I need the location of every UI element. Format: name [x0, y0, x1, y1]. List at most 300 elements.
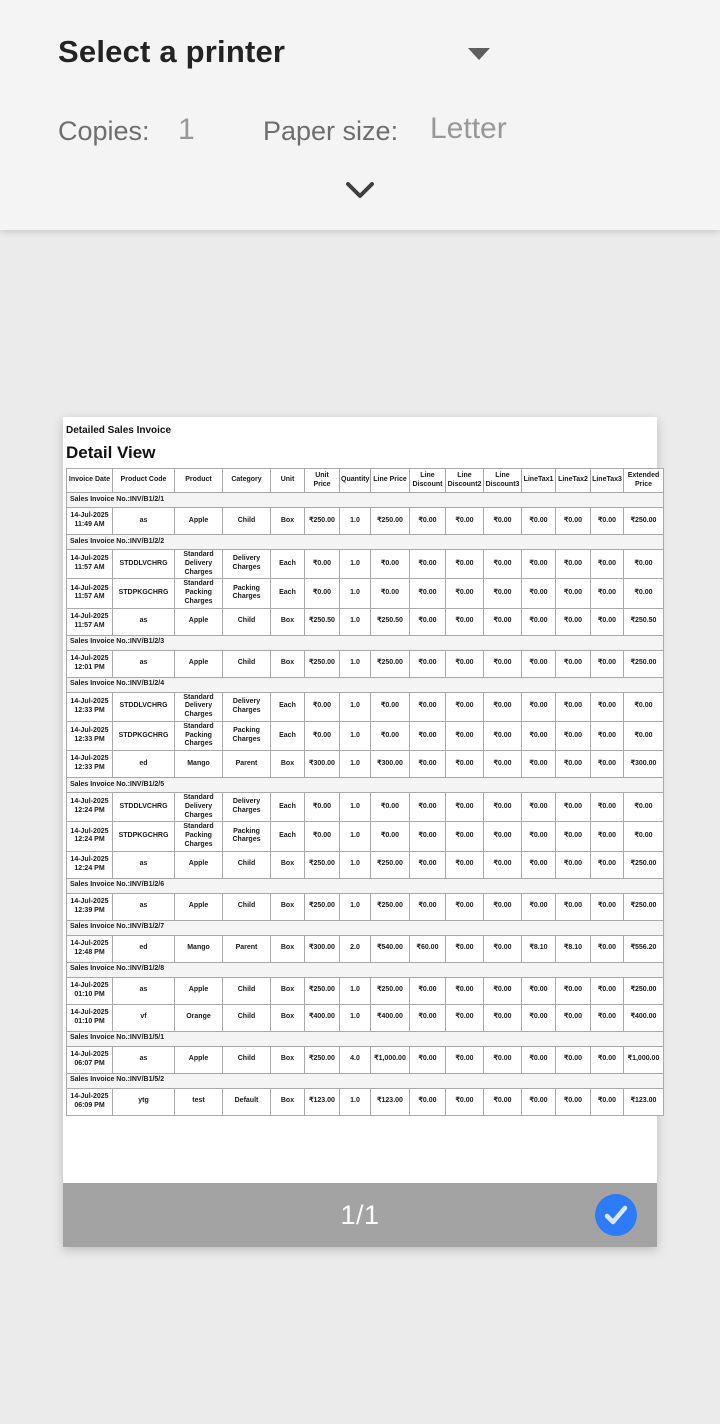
table-cell: ₹400.00 [624, 1004, 664, 1031]
column-header: LineTax2 [556, 469, 591, 493]
table-cell: STDDLVCHRG [113, 550, 175, 579]
table-cell: ₹0.00 [484, 1046, 522, 1073]
table-cell: Each [271, 550, 305, 579]
table-cell: ₹0.00 [484, 793, 522, 822]
invoice-section-row [67, 778, 664, 793]
invoice-section-row [67, 635, 664, 650]
table-cell: 14-Jul-2025 12:39 PM [67, 893, 113, 920]
confirm-print-button[interactable] [595, 1194, 637, 1236]
table-cell: ₹0.00 [484, 692, 522, 721]
table-cell: 1.0 [340, 822, 371, 851]
table-cell: ₹0.00 [624, 793, 664, 822]
table-row [67, 508, 664, 535]
table-cell: STDPKGCHRG [113, 579, 175, 608]
table-cell: STDDLVCHRG [113, 793, 175, 822]
table-cell: ₹250.00 [305, 508, 340, 535]
table-cell: ₹400.00 [305, 1004, 340, 1031]
table-cell: Apple [175, 977, 223, 1004]
paper-size-value[interactable]: Letter [430, 112, 507, 145]
table-cell: 14-Jul-2025 11:57 AM [67, 550, 113, 579]
table-cell: Box [271, 508, 305, 535]
invoice-section-label: Sales Invoice No.:INV/B1/2/6 [67, 878, 664, 893]
table-row [67, 1088, 664, 1115]
table-cell: ₹0.00 [410, 508, 446, 535]
table-cell: Apple [175, 893, 223, 920]
table-row [67, 893, 664, 920]
column-header: Product [175, 469, 223, 493]
table-cell: ₹250.00 [305, 977, 340, 1004]
table-cell: ₹0.00 [591, 721, 624, 750]
table-cell: Parent [223, 935, 271, 962]
table-cell: ₹250.50 [305, 608, 340, 635]
table-cell: 1.0 [340, 751, 371, 778]
table-cell: ₹0.00 [522, 822, 556, 851]
table-cell: ₹0.00 [305, 793, 340, 822]
invoice-section-label: Sales Invoice No.:INV/B1/5/1 [67, 1031, 664, 1046]
table-cell: ₹8.10 [556, 935, 591, 962]
table-cell: ₹0.00 [591, 692, 624, 721]
table-cell: ₹0.00 [591, 579, 624, 608]
table-cell: ₹0.00 [556, 1046, 591, 1073]
table-cell: ₹0.00 [446, 508, 484, 535]
table-cell: Child [223, 977, 271, 1004]
table-cell: vf [113, 1004, 175, 1031]
table-row [67, 851, 664, 878]
table-cell: ₹250.00 [371, 650, 410, 677]
invoice-section-row [67, 920, 664, 935]
table-cell: 1.0 [340, 508, 371, 535]
table-cell: Orange [175, 1004, 223, 1031]
table-cell: ₹0.00 [446, 935, 484, 962]
table-cell: Apple [175, 650, 223, 677]
table-cell: Box [271, 977, 305, 1004]
table-row [67, 608, 664, 635]
invoice-section-row [67, 1073, 664, 1088]
table-cell: Standard Packing Charges [175, 579, 223, 608]
table-cell: Standard Packing Charges [175, 822, 223, 851]
table-cell: Apple [175, 1046, 223, 1073]
table-cell: 14-Jul-2025 12:24 PM [67, 793, 113, 822]
table-cell: as [113, 508, 175, 535]
table-cell: ₹0.00 [410, 650, 446, 677]
table-cell: ₹0.00 [591, 508, 624, 535]
table-cell: ₹0.00 [371, 793, 410, 822]
table-cell: ₹0.00 [446, 650, 484, 677]
table-cell: ₹0.00 [556, 851, 591, 878]
table-cell: ₹0.00 [522, 1046, 556, 1073]
table-cell: ₹60.00 [410, 935, 446, 962]
table-cell: ₹0.00 [371, 721, 410, 750]
invoice-section-row [67, 878, 664, 893]
detail-view-heading: Detail View [66, 443, 156, 462]
table-cell: test [175, 1088, 223, 1115]
table-cell: ₹0.00 [446, 1088, 484, 1115]
table-cell: ₹0.00 [591, 1004, 624, 1031]
table-cell: ₹0.00 [446, 1004, 484, 1031]
table-cell: ₹0.00 [371, 822, 410, 851]
column-header: Line Discount3 [484, 469, 522, 493]
report-title: Detailed Sales Invoice [66, 425, 172, 436]
paper-size-label: Paper size: [263, 116, 399, 146]
table-cell: ₹0.00 [556, 721, 591, 750]
table-cell: ₹0.00 [484, 822, 522, 851]
table-cell: 14-Jul-2025 12:24 PM [67, 851, 113, 878]
table-cell: ₹250.00 [305, 893, 340, 920]
table-row [67, 550, 664, 579]
table-cell: 1.0 [340, 1088, 371, 1115]
column-header: Line Discount [410, 469, 446, 493]
column-header: Line Discount2 [446, 469, 484, 493]
table-cell: Child [223, 608, 271, 635]
table-cell: ₹0.00 [522, 650, 556, 677]
table-cell: ₹0.00 [624, 822, 664, 851]
table-cell: ₹0.00 [410, 692, 446, 721]
table-cell: Delivery Charges [223, 550, 271, 579]
printer-dropdown-arrow-icon[interactable] [468, 48, 490, 60]
invoice-table [66, 468, 664, 1116]
table-cell: ₹300.00 [624, 751, 664, 778]
table-cell: ₹0.00 [556, 1088, 591, 1115]
table-cell: Each [271, 579, 305, 608]
table-row [67, 822, 664, 851]
table-cell: Each [271, 822, 305, 851]
table-cell: ₹0.00 [624, 579, 664, 608]
table-cell: ₹0.00 [522, 893, 556, 920]
table-cell: ₹0.00 [446, 851, 484, 878]
table-cell: 14-Jul-2025 12:48 PM [67, 935, 113, 962]
table-cell: ₹0.00 [591, 1088, 624, 1115]
table-cell: ₹0.00 [522, 751, 556, 778]
invoice-section-label: Sales Invoice No.:INV/B1/2/3 [67, 635, 664, 650]
table-cell: 14-Jul-2025 11:57 AM [67, 579, 113, 608]
table-cell: 14-Jul-2025 12:33 PM [67, 751, 113, 778]
table-cell: ₹0.00 [591, 851, 624, 878]
table-cell: ₹250.00 [624, 650, 664, 677]
table-cell: ₹300.00 [371, 751, 410, 778]
table-cell: ₹0.00 [522, 793, 556, 822]
table-cell: ₹0.00 [410, 1046, 446, 1073]
table-cell: ₹0.00 [484, 1004, 522, 1031]
check-icon [596, 1195, 636, 1235]
table-cell: 14-Jul-2025 01:10 PM [67, 1004, 113, 1031]
table-cell: ytg [113, 1088, 175, 1115]
invoice-section-row [67, 962, 664, 977]
table-cell: ₹0.00 [591, 793, 624, 822]
table-cell: Box [271, 650, 305, 677]
table-cell: ₹1,000.00 [371, 1046, 410, 1073]
table-cell: ₹0.00 [484, 893, 522, 920]
table-cell: ₹123.00 [624, 1088, 664, 1115]
table-cell: ₹0.00 [522, 579, 556, 608]
table-cell: ₹0.00 [410, 977, 446, 1004]
table-cell: 2.0 [340, 935, 371, 962]
table-cell: ₹250.00 [305, 650, 340, 677]
table-cell: 1.0 [340, 650, 371, 677]
column-header: Product Code [113, 469, 175, 493]
table-cell: as [113, 608, 175, 635]
table-cell: Packing Charges [223, 579, 271, 608]
table-cell: Packing Charges [223, 822, 271, 851]
table-cell: ₹0.00 [446, 893, 484, 920]
table-cell: ₹0.00 [446, 692, 484, 721]
table-row [67, 977, 664, 1004]
table-cell: ₹0.00 [522, 1088, 556, 1115]
table-cell: ed [113, 935, 175, 962]
table-cell: ₹250.00 [305, 851, 340, 878]
invoice-section-label: Sales Invoice No.:INV/B1/2/8 [67, 962, 664, 977]
invoice-section-row [67, 1031, 664, 1046]
table-cell: ₹0.00 [484, 751, 522, 778]
printer-select-dropdown[interactable]: Select a printer [58, 34, 286, 69]
table-cell: 1.0 [340, 851, 371, 878]
table-cell: ₹0.00 [591, 977, 624, 1004]
table-cell: ₹1,000.00 [624, 1046, 664, 1073]
invoice-section-label: Sales Invoice No.:INV/B1/2/7 [67, 920, 664, 935]
table-cell: Box [271, 1088, 305, 1115]
document-page [63, 417, 660, 1247]
table-cell: 14-Jul-2025 01:10 PM [67, 977, 113, 1004]
table-cell: 14-Jul-2025 12:01 PM [67, 650, 113, 677]
table-cell: Each [271, 721, 305, 750]
table-cell: ₹0.00 [522, 608, 556, 635]
table-cell: Box [271, 893, 305, 920]
table-cell: ₹0.00 [371, 579, 410, 608]
table-cell: ₹0.00 [305, 721, 340, 750]
table-cell: ₹300.00 [305, 935, 340, 962]
table-cell: ₹0.00 [484, 650, 522, 677]
table-cell: ₹0.00 [484, 721, 522, 750]
table-cell: Each [271, 793, 305, 822]
table-cell: ₹0.00 [305, 579, 340, 608]
table-cell: ₹250.00 [371, 977, 410, 1004]
table-cell: ₹556.20 [624, 935, 664, 962]
table-row [67, 793, 664, 822]
table-cell: Box [271, 1004, 305, 1031]
table-cell: Standard Delivery Charges [175, 550, 223, 579]
invoice-section-row [67, 535, 664, 550]
table-cell: ₹0.00 [591, 550, 624, 579]
table-cell: Box [271, 751, 305, 778]
invoice-section-row [67, 677, 664, 692]
table-cell: Apple [175, 851, 223, 878]
table-row [67, 579, 664, 608]
table-cell: Parent [223, 751, 271, 778]
chevron-down-icon [344, 181, 376, 201]
table-cell: Box [271, 1046, 305, 1073]
table-cell: ₹0.00 [410, 851, 446, 878]
table-cell: ₹0.00 [591, 751, 624, 778]
table-cell: Delivery Charges [223, 692, 271, 721]
table-cell: ₹0.00 [410, 579, 446, 608]
table-cell: ₹0.00 [591, 893, 624, 920]
table-cell: ₹123.00 [371, 1088, 410, 1115]
page-indicator-bar [63, 1183, 657, 1247]
invoice-section-row [67, 493, 664, 508]
table-cell: ₹250.00 [371, 893, 410, 920]
table-cell: ₹0.00 [446, 1046, 484, 1073]
table-cell: 1.0 [340, 579, 371, 608]
column-header: Unit [271, 469, 305, 493]
table-cell: Child [223, 508, 271, 535]
column-header: LineTax3 [591, 469, 624, 493]
table-cell: ₹0.00 [484, 977, 522, 1004]
table-cell: ₹0.00 [522, 1004, 556, 1031]
table-cell: Standard Delivery Charges [175, 692, 223, 721]
table-cell: ₹0.00 [556, 550, 591, 579]
table-cell: ₹0.00 [522, 508, 556, 535]
table-cell: Child [223, 893, 271, 920]
invoice-section-label: Sales Invoice No.:INV/B1/2/2 [67, 535, 664, 550]
table-cell: ₹250.00 [624, 508, 664, 535]
table-cell: 14-Jul-2025 11:57 AM [67, 608, 113, 635]
table-cell: ₹0.00 [410, 1004, 446, 1031]
table-cell: ₹0.00 [591, 608, 624, 635]
table-cell: as [113, 851, 175, 878]
column-header: Category [223, 469, 271, 493]
table-cell: as [113, 1046, 175, 1073]
table-cell: Mango [175, 751, 223, 778]
expand-options-button[interactable] [343, 176, 377, 206]
table-cell: ₹0.00 [591, 650, 624, 677]
table-cell: Box [271, 935, 305, 962]
table-cell: ₹0.00 [522, 851, 556, 878]
table-row [67, 650, 664, 677]
table-cell: Child [223, 1046, 271, 1073]
table-cell: ₹0.00 [591, 935, 624, 962]
table-cell: STDPKGCHRG [113, 721, 175, 750]
table-cell: ₹0.00 [484, 508, 522, 535]
table-cell: 1.0 [340, 692, 371, 721]
table-cell: ₹250.50 [371, 608, 410, 635]
table-cell: ₹0.00 [484, 579, 522, 608]
column-header: Line Price [371, 469, 410, 493]
table-cell: Packing Charges [223, 721, 271, 750]
table-cell: ₹250.00 [624, 893, 664, 920]
invoice-table-head [67, 469, 664, 493]
table-cell: ₹0.00 [624, 550, 664, 579]
table-cell: Apple [175, 508, 223, 535]
table-cell: ₹0.00 [556, 822, 591, 851]
table-cell: as [113, 893, 175, 920]
table-cell: Child [223, 851, 271, 878]
table-cell: ₹0.00 [522, 550, 556, 579]
table-cell: ₹0.00 [305, 550, 340, 579]
table-cell: ₹0.00 [556, 692, 591, 721]
table-cell: ₹0.00 [556, 508, 591, 535]
table-cell: ₹0.00 [410, 550, 446, 579]
invoice-section-label: Sales Invoice No.:INV/B1/2/1 [67, 493, 664, 508]
table-cell: ₹0.00 [484, 1088, 522, 1115]
table-cell: ₹0.00 [624, 721, 664, 750]
table-cell: ₹0.00 [556, 608, 591, 635]
column-header: Unit Price [305, 469, 340, 493]
table-cell: ₹250.50 [624, 608, 664, 635]
table-cell: ₹0.00 [371, 692, 410, 721]
table-cell: Box [271, 608, 305, 635]
copies-label: Copies: [58, 116, 150, 146]
table-cell: ₹0.00 [446, 721, 484, 750]
table-cell: STDDLVCHRG [113, 692, 175, 721]
table-cell: 1.0 [340, 721, 371, 750]
table-cell: Child [223, 650, 271, 677]
table-cell: ₹0.00 [410, 822, 446, 851]
table-cell: ₹0.00 [305, 822, 340, 851]
table-cell: Child [223, 1004, 271, 1031]
table-row [67, 1046, 664, 1073]
table-cell: ₹0.00 [446, 822, 484, 851]
table-cell: ₹0.00 [522, 977, 556, 1004]
table-cell: ed [113, 751, 175, 778]
column-header: Quantity [340, 469, 371, 493]
table-cell: ₹0.00 [484, 550, 522, 579]
table-row [67, 721, 664, 750]
invoice-table-body [67, 493, 664, 1116]
table-cell: 14-Jul-2025 11:49 AM [67, 508, 113, 535]
table-cell: 4.0 [340, 1046, 371, 1073]
table-cell: ₹0.00 [410, 1088, 446, 1115]
invoice-section-label: Sales Invoice No.:INV/B1/5/2 [67, 1073, 664, 1088]
page-indicator: 1/1 [340, 1199, 380, 1230]
table-cell: ₹0.00 [446, 977, 484, 1004]
table-cell: 1.0 [340, 893, 371, 920]
table-cell: ₹250.00 [305, 1046, 340, 1073]
copies-value[interactable]: 1 [178, 113, 195, 146]
table-cell: ₹0.00 [410, 608, 446, 635]
table-cell: ₹0.00 [556, 751, 591, 778]
print-settings-panel [0, 0, 720, 230]
table-cell: ₹250.00 [624, 977, 664, 1004]
invoice-section-label: Sales Invoice No.:INV/B1/2/4 [67, 677, 664, 692]
table-cell: ₹250.00 [624, 851, 664, 878]
table-cell: Default [223, 1088, 271, 1115]
table-cell: ₹0.00 [624, 692, 664, 721]
table-cell: ₹540.00 [371, 935, 410, 962]
header-row [67, 469, 664, 493]
table-cell: ₹0.00 [522, 692, 556, 721]
table-cell: ₹0.00 [556, 579, 591, 608]
table-cell: 1.0 [340, 1004, 371, 1031]
table-cell: ₹0.00 [556, 650, 591, 677]
table-cell: ₹0.00 [522, 721, 556, 750]
table-cell: 1.0 [340, 793, 371, 822]
table-cell: ₹0.00 [484, 608, 522, 635]
table-cell: Delivery Charges [223, 793, 271, 822]
table-cell: ₹300.00 [305, 751, 340, 778]
table-cell: ₹0.00 [410, 721, 446, 750]
invoice-section-label: Sales Invoice No.:INV/B1/2/5 [67, 778, 664, 793]
table-cell: ₹0.00 [556, 893, 591, 920]
table-cell: ₹0.00 [484, 851, 522, 878]
table-cell: as [113, 650, 175, 677]
table-cell: as [113, 977, 175, 1004]
table-cell: 14-Jul-2025 12:33 PM [67, 721, 113, 750]
table-cell: ₹0.00 [446, 550, 484, 579]
table-cell: ₹250.00 [371, 851, 410, 878]
table-cell: ₹0.00 [446, 579, 484, 608]
table-cell: ₹8.10 [522, 935, 556, 962]
table-cell: 14-Jul-2025 06:09 PM [67, 1088, 113, 1115]
table-cell: 1.0 [340, 550, 371, 579]
table-cell: ₹0.00 [556, 793, 591, 822]
table-cell: ₹0.00 [410, 893, 446, 920]
table-cell: 14-Jul-2025 12:33 PM [67, 692, 113, 721]
table-row [67, 692, 664, 721]
table-cell: ₹250.00 [371, 508, 410, 535]
table-cell: Standard Delivery Charges [175, 793, 223, 822]
table-cell: ₹0.00 [446, 608, 484, 635]
table-cell: ₹0.00 [591, 822, 624, 851]
table-cell: STDPKGCHRG [113, 822, 175, 851]
